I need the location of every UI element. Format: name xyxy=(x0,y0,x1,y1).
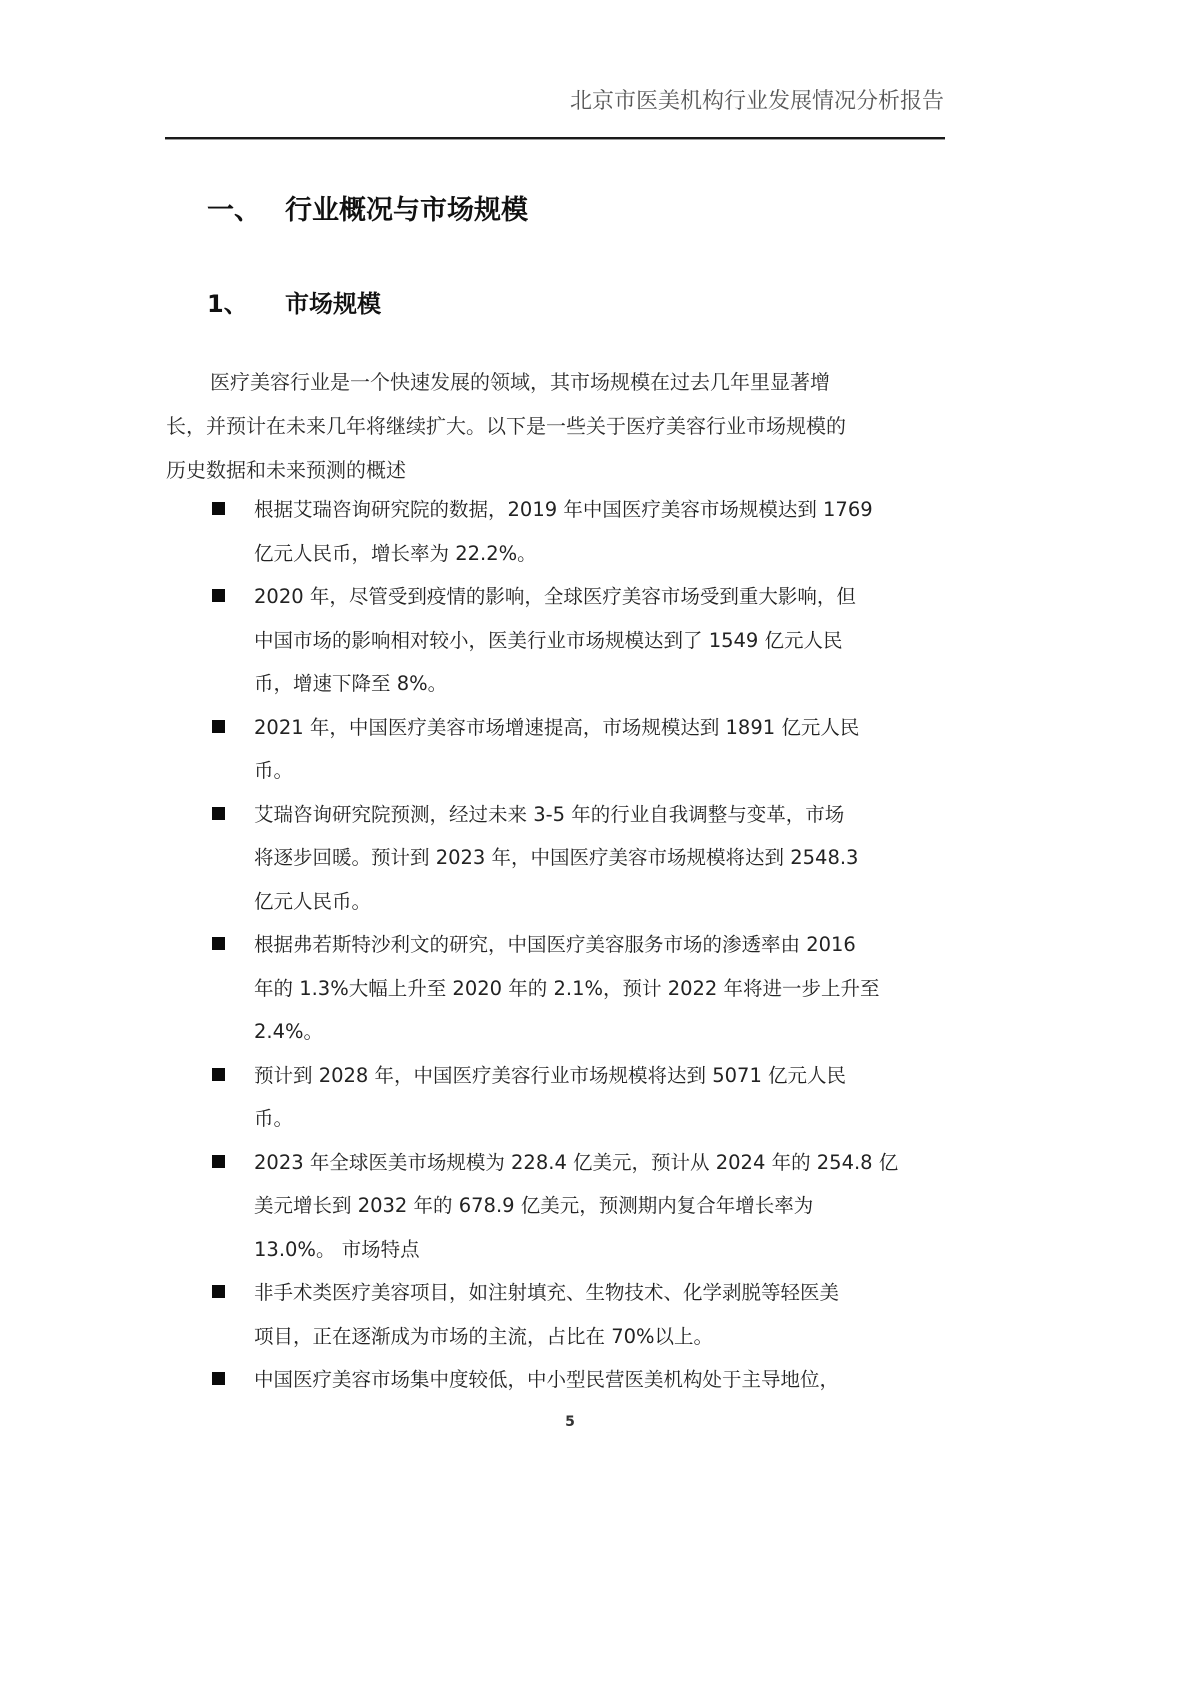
subsection-heading xyxy=(207,284,381,319)
bullet-line: 非手术类医疗美容项目，如注射填充、生物技术、化学剥脱等轻医美 xyxy=(254,1281,840,1304)
bullet-item xyxy=(210,923,950,1054)
section-title: 行业概况与市场规模 xyxy=(285,195,528,226)
square-bullet-icon xyxy=(212,1372,225,1385)
bullet-line: 13.0%。 市场特点 xyxy=(254,1237,420,1261)
intro-line: 历史数据和未来预测的概述 xyxy=(166,458,406,482)
bullet-line: 2.4%。 xyxy=(254,1020,324,1043)
bullet-line: 币，增速下降至 8%。 xyxy=(254,672,448,695)
square-bullet-icon xyxy=(212,720,225,733)
bullet-line: 根据弗若斯特沙利文的研究，中国医疗美容服务市场的渗透率由 2016 xyxy=(254,933,856,956)
bullet-item xyxy=(210,1271,950,1358)
bullet-line: 将逐步回暖。预计到 2023 年，中国医疗美容市场规模将达到 2548.3 xyxy=(254,846,859,869)
bullet-item xyxy=(210,1358,950,1402)
bullet-line: 年的 1.3%大幅上升至 2020 年的 2.1%，预计 2022 年将进一步上升至 xyxy=(254,976,880,1000)
page-number: 5 xyxy=(565,1414,575,1430)
section-heading xyxy=(207,188,528,227)
bullet-line: 2021 年，中国医疗美容市场增速提高，市场规模达到 1891 亿元人民 xyxy=(254,715,860,739)
bullet-line: 艾瑞咨询研究院预测，经过未来 3-5 年的行业自我调整与变革，市场 xyxy=(254,802,845,826)
bullet-item xyxy=(210,575,950,706)
bullet-line: 根据艾瑞咨询研究院的数据，2019 年中国医疗美容市场规模达到 1769 xyxy=(254,498,873,521)
intro-line: 长，并预计在未来几年将继续扩大。以下是一些关于医疗美容行业市场规模的 xyxy=(166,414,846,438)
bullet-item xyxy=(210,706,950,793)
bullet-list xyxy=(210,488,950,1402)
bullet-line: 币。 xyxy=(254,759,294,782)
square-bullet-icon xyxy=(212,807,225,820)
bullet-line: 预计到 2028 年，中国医疗美容行业市场规模将达到 5071 亿元人民 xyxy=(254,1063,847,1087)
bullet-item xyxy=(210,793,950,924)
bullet-line: 币。 xyxy=(254,1107,294,1130)
subsection-title: 市场规模 xyxy=(285,290,381,318)
bullet-line: 亿元人民币，增长率为 22.2%。 xyxy=(254,541,537,565)
intro-line: 医疗美容行业是一个快速发展的领域，其市场规模在过去几年里显著增 xyxy=(210,370,830,394)
bullet-line: 项目，正在逐渐成为市场的主流，占比在 70%以上。 xyxy=(254,1324,714,1348)
intro-paragraph xyxy=(166,360,946,492)
bullet-item xyxy=(210,1054,950,1141)
square-bullet-icon xyxy=(212,1155,225,1168)
bullet-line: 美元增长到 2032 年的 678.9 亿美元，预测期内复合年增长率为 xyxy=(254,1194,814,1217)
bullet-line: 亿元人民币。 xyxy=(254,889,372,913)
running-header: 北京市医美机构行业发展情况分析报告 xyxy=(569,89,944,114)
bullet-line: 2020 年，尽管受到疫情的影响，全球医疗美容市场受到重大影响，但 xyxy=(254,585,856,608)
bullet-item xyxy=(210,1141,950,1272)
bullet-item xyxy=(210,488,950,575)
square-bullet-icon xyxy=(212,589,225,602)
subsection-number: 1、 xyxy=(207,290,248,318)
bullet-line: 中国市场的影响相对较小，医美行业市场规模达到了 1549 亿元人民 xyxy=(254,628,843,652)
bullet-line: 中国医疗美容市场集中度较低，中小型民营医美机构处于主导地位， xyxy=(254,1368,840,1391)
square-bullet-icon xyxy=(212,1068,225,1081)
header-rule xyxy=(165,137,945,139)
square-bullet-icon xyxy=(212,1285,225,1298)
square-bullet-icon xyxy=(212,937,225,950)
bullet-line: 2023 年全球医美市场规模为 228.4 亿美元，预计从 2024 年的 254.8 亿 xyxy=(254,1150,899,1174)
section-number: 一、 xyxy=(207,195,261,226)
square-bullet-icon xyxy=(212,502,225,515)
